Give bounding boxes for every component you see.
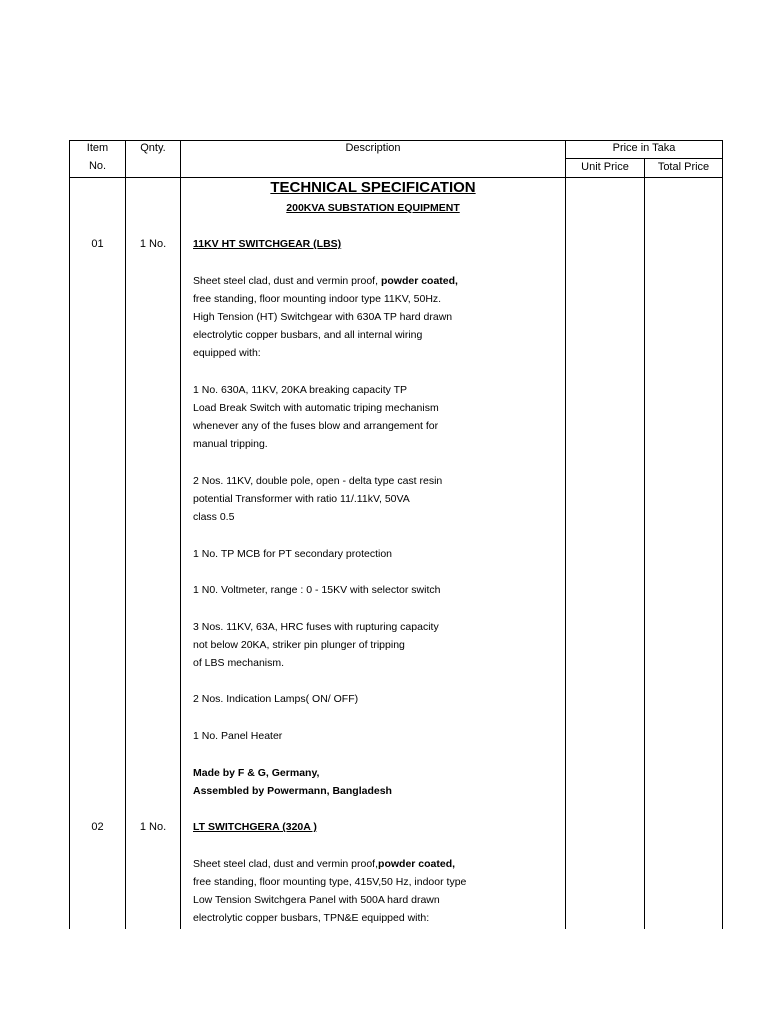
column-divider-unit-price	[644, 158, 645, 929]
item-02-heading: LT SWITCHGERA (320A )	[193, 821, 317, 833]
header-description: Description	[345, 142, 401, 154]
column-divider-description	[565, 140, 566, 929]
item-01-line: whenever any of the fuses blow and arrangement for	[193, 420, 439, 432]
item-01-line: 1 No. TP MCB for PT secondary protection	[193, 548, 393, 560]
item-02-line-text: Sheet steel clad, dust and vermin proof,	[193, 858, 379, 870]
header-item	[70, 141, 125, 173]
spec-title: TECHNICAL SPECIFICATION	[270, 179, 476, 196]
item-01-line	[193, 274, 458, 288]
item-02-line	[193, 857, 455, 871]
item-01-line-bold: powder coated,	[378, 275, 458, 287]
header-unit-price: Unit Price	[581, 161, 629, 173]
spec-subtitle: 200KVA SUBSTATION EQUIPMENT	[286, 202, 460, 214]
column-divider-item	[125, 140, 126, 929]
column-divider-qnty	[180, 140, 181, 929]
item-02-quantity: 1 No.	[139, 821, 167, 833]
header-qnty: Qnty.	[140, 142, 166, 154]
item-01-line: electrolytic copper busbars, and all internal wiring	[193, 329, 423, 341]
item-01-line: 2 Nos. 11KV, double pole, open - delta type cast resin	[193, 475, 443, 487]
item-01-line: 3 Nos. 11KV, 63A, HRC fuses with rupturing capacity	[193, 621, 439, 633]
item-01-line: not below 20KA, striker pin plunger of tripping	[193, 639, 405, 651]
item-01-line: 1 No. Panel Heater	[193, 730, 283, 742]
header-total-price: Total Price	[657, 161, 710, 173]
item-02-line: free standing, floor mounting type, 415V,50 Hz, indoor type	[193, 876, 467, 888]
header-item-line1: Item	[86, 142, 109, 154]
item-01-number: 01	[91, 238, 104, 250]
table-left-border	[69, 140, 70, 929]
item-02-number: 02	[91, 821, 104, 833]
header-bottom-border	[69, 177, 723, 178]
item-01-line: Load Break Switch with automatic triping mechanism	[193, 402, 439, 414]
item-02-line-bold: powder coated,	[378, 858, 456, 870]
item-01-line: 1 No. 630A, 11KV, 20KA breaking capacity TP	[193, 384, 408, 396]
item-01-line: High Tension (HT) Switchgear with 630A TP hard drawn	[193, 311, 453, 323]
table-right-border	[722, 140, 723, 929]
item-01-line: potential Transformer with ratio 11/.11kV, 50VA	[193, 493, 410, 505]
item-01-heading: 11KV HT SWITCHGEAR (LBS)	[193, 238, 342, 250]
item-01-line: 1 N0. Voltmeter, range : 0 - 15KV with selector switch	[193, 584, 441, 596]
item-01-line: free standing, floor mounting indoor type 11KV, 50Hz.	[193, 293, 442, 305]
item-02-line: electrolytic copper busbars, TPN&E equipped with:	[193, 912, 430, 924]
item-01-line: of LBS mechanism.	[193, 657, 285, 669]
item-01-line: 2 Nos. Indication Lamps( ON/ OFF)	[193, 693, 359, 705]
item-01-line: manual tripping.	[193, 438, 268, 450]
item-01-line-text: Sheet steel clad, dust and vermin proof,	[193, 275, 379, 287]
item-01-assembler: Assembled by Powermann, Bangladesh	[193, 785, 392, 797]
header-item-line2: No.	[88, 160, 107, 172]
item-01-line: class 0.5	[193, 511, 235, 523]
item-01-line: equipped with:	[193, 347, 261, 359]
header-price-in-taka: Price in Taka	[612, 142, 676, 154]
item-02-line: Low Tension Switchgera Panel with 500A hard drawn	[193, 894, 440, 906]
item-01-quantity: 1 No.	[139, 238, 167, 250]
item-01-maker: Made by F & G, Germany,	[193, 767, 320, 779]
